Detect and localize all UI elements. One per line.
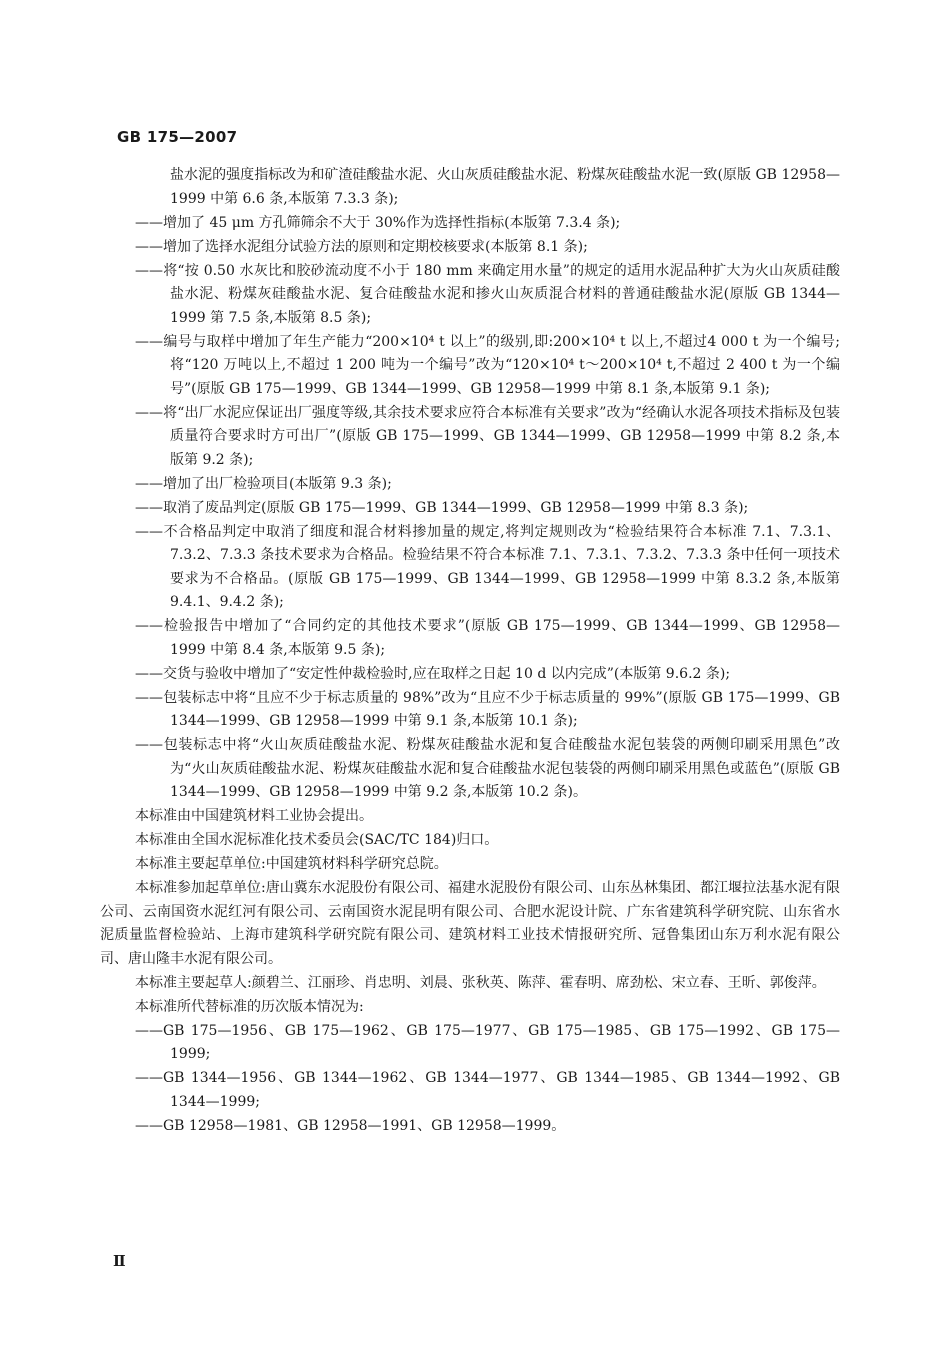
history-item: ——GB 175—1956、GB 175—1962、GB 175—1977、GB 175—1985、GB 175—1992、GB 175—1999; [135, 1022, 840, 1062]
change-item: ——编号与取样中增加了年生产能力“200×10⁴ t 以上”的级别,即:200×10⁴ t 以上,不超过4 000 t 为一个编号;将“120 万吨以上,不超过 1 200 吨为一个编号”改为“120×10⁴ t～200×10⁴ t,不超过 2 400 t 为一个编号”(原版 GB 175—1999、GB 1344—1999、GB 12958—1999 中第 8.1 条,本版第 9.1 条); [135, 333, 840, 397]
change-item: ——不合格品判定中取消了细度和混合材料掺加量的规定,将判定规则改为“检验结果符合本标准 7.1、7.3.1、7.3.2、7.3.3 条技术要求为合格品。检验结果不符合本标准 7.1、7.3.1、7.3.2、7.3.3 条中任何一项技术要求为不合格品。(原版 GB 175—1999、GB 1344—1999、GB 12958—1999 中第 8.3.2 条,本版第 9.4.1、9.4.2 条); [135, 523, 840, 610]
change-item: ——包装标志中将“火山灰质硅酸盐水泥、粉煤灰硅酸盐水泥和复合硅酸盐水泥包装袋的两侧印刷采用黑色”改为“火山灰质硅酸盐水泥、粉煤灰硅酸盐水泥和复合硅酸盐水泥包装袋的两侧印刷采用黑色或蓝色”(原版 GB 1344—1999、GB 12958—1999 中第 9.2 条,本版第 10.2 条)。 [135, 737, 840, 800]
change-item: ——增加了 45 μm 方孔筛筛余不大于 30%作为选择性指标(本版第 7.3.4 条); [135, 214, 621, 231]
standard-code-header: GB 175—2007 [117, 128, 238, 146]
participating-units-paragraph: 本标准参加起草单位:唐山冀东水泥股份有限公司、福建水泥股份有限公司、山东丛林集团、都江堰拉法基水泥有限公司、云南国资水泥红河有限公司、云南国资水泥昆明有限公司、合肥水泥设计院、广东省建筑科学研究院、山东省水泥质量监督检验站、上海市建筑科学研究院有限公司、建筑材料工业技术情报研究所、冠鲁集团山东万利水泥有限公司、唐山隆丰水泥有限公司。 [100, 880, 840, 967]
committee-paragraph: 本标准由全国水泥标准化技术委员会(SAC/TC 184)归口。 [135, 832, 499, 848]
change-item: ——包装标志中将“且应不少于标志质量的 98%”改为“且应不少于标志质量的 99%”(原版 GB 175—1999、GB 1344—1999、GB 12958—1999 中第 9.1 条,本版第 10.1 条); [135, 689, 840, 729]
page-number: Ⅱ [113, 1252, 126, 1270]
history-item: ——GB 12958—1981、GB 12958—1991、GB 12958—1999。 [135, 1117, 566, 1134]
change-item: ——检验报告中增加了“合同约定的其他技术要求”(原版 GB 175—1999、GB 1344—1999、GB 12958—1999 中第 8.4 条,本版第 9.5 条); [135, 618, 840, 658]
history-intro-paragraph: 本标准所代替标准的历次版本情况为: [135, 998, 364, 1015]
main-drafter-unit-paragraph: 本标准主要起草单位:中国建筑材料科学研究总院。 [135, 856, 448, 872]
change-item: ——增加了选择水泥组分试验方法的原则和定期校核要求(本版第 8.1 条); [135, 238, 588, 255]
foreword-content [100, 164, 840, 1139]
change-item: ——取消了废品判定(原版 GB 175—1999、GB 1344—1999、GB 12958—1999 中第 8.3 条); [135, 499, 749, 516]
change-item: ——增加了出厂检验项目(本版第 9.3 条); [135, 475, 392, 492]
history-item: ——GB 1344—1956、GB 1344—1962、GB 1344—1977、GB 1344—1985、GB 1344—1992、GB 1344—1999; [135, 1070, 840, 1110]
change-item: ——交货与验收中增加了“安定性仲裁检验时,应在取样之日起 10 d 以内完成”(本版第 9.6.2 条); [135, 665, 731, 682]
proposer-paragraph: 本标准由中国建筑材料工业协会提出。 [135, 808, 373, 824]
main-drafters-paragraph: 本标准主要起草人:颜碧兰、江丽珍、肖忠明、刘晨、张秋英、陈萍、霍春明、席劲松、宋立春、王昕、郭俊萍。 [135, 974, 826, 991]
change-item: 盐水泥的强度指标改为和矿渣硅酸盐水泥、火山灰质硅酸盐水泥、粉煤灰硅酸盐水泥一致(原版 GB 12958—1999 中第 6.6 条,本版第 7.3.3 条); [170, 167, 840, 207]
change-item: ——将“出厂水泥应保证出厂强度等级,其余技术要求应符合本标准有关要求”改为“经确认水泥各项技术指标及包装质量符合要求时方可出厂”(原版 GB 175—1999、GB 1344—1999、GB 12958—1999 中第 8.2 条,本版第 9.2 条); [135, 404, 840, 468]
change-item: ——将“按 0.50 水灰比和胶砂流动度不小于 180 mm 来确定用水量”的规定的适用水泥品种扩大为火山灰质硅酸盐水泥、粉煤灰硅酸盐水泥、复合硅酸盐水泥和掺火山灰质混合材料的普通硅酸盐水泥(原版 GB 1344—1999 第 7.5 条,本版第 8.5 条); [135, 262, 840, 326]
